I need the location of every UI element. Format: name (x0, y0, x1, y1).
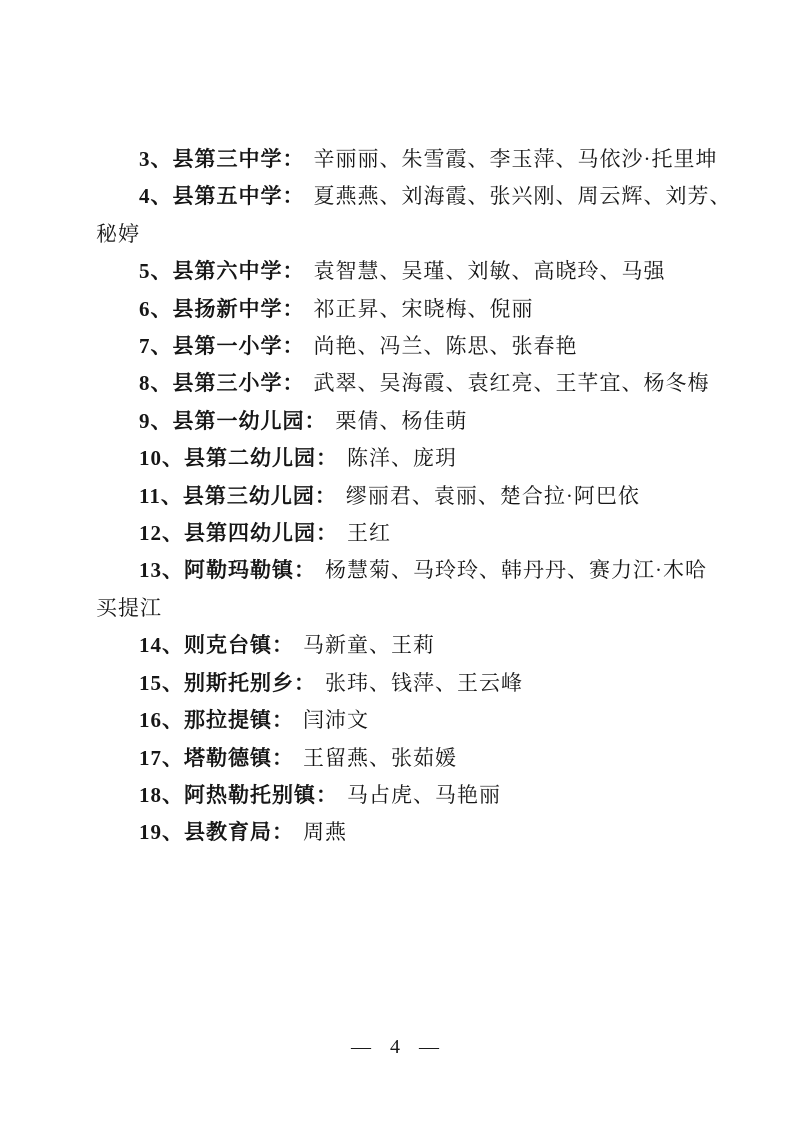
roster-entry (96, 291, 712, 328)
entry-names: 武翠、吴海霞、袁红亮、王芊宜、杨冬梅 (313, 371, 710, 396)
entry-label: 7、县第一小学： (139, 334, 305, 359)
entry-names: 缪丽君、袁丽、楚合拉·阿巴依 (345, 483, 640, 508)
entry-names: 尚艳、冯兰、陈思、张春艳 (313, 334, 578, 359)
entry-continuation: 买提江 (96, 595, 162, 620)
entry-label: 3、县第三中学： (139, 147, 305, 171)
page-number: — 4 — (351, 1036, 442, 1058)
entry-label: 12、县第四幼儿园： (139, 521, 338, 546)
entry-label: 11、县第三幼儿园： (139, 483, 337, 508)
entry-names: 马新童、王莉 (303, 633, 435, 658)
entry-label: 5、县第六中学： (139, 259, 305, 284)
roster-entry (96, 478, 712, 515)
entry-label: 17、塔勒德镇： (139, 745, 294, 770)
entry-names: 王留燕、张茹媛 (303, 745, 457, 770)
roster-entry (96, 665, 712, 702)
entry-names: 辛丽丽、朱雪霞、李玉萍、马依沙·托里坤 (313, 147, 718, 171)
entry-label: 18、阿热勒托别镇： (139, 782, 338, 807)
entry-names: 杨慧菊、马玲玲、韩丹丹、赛力江·木哈 (325, 558, 707, 583)
roster-entry (96, 814, 712, 851)
roster-entry (96, 702, 712, 739)
entry-label: 14、则克台镇： (139, 633, 294, 658)
entry-names: 夏燕燕、刘海霞、张兴刚、周云辉、刘芳、 (313, 184, 732, 209)
entry-label: 19、县教育局： (139, 820, 294, 845)
roster-entry (96, 552, 712, 589)
entry-names: 周燕 (303, 820, 347, 845)
entry-names: 闫沛文 (303, 708, 369, 733)
entry-label: 6、县扬新中学： (139, 296, 305, 321)
entry-names: 祁正昇、宋晓梅、倪丽 (313, 296, 534, 321)
entry-label: 13、阿勒玛勒镇： (139, 558, 316, 583)
entry-names: 栗倩、杨佳萌 (335, 408, 468, 433)
roster-list (96, 141, 732, 852)
roster-entry (96, 777, 712, 814)
entry-label: 9、县第一幼儿园： (139, 408, 327, 433)
page-footer (0, 1036, 793, 1059)
roster-entry (96, 403, 712, 440)
roster-entry (96, 740, 712, 777)
roster-entry (96, 328, 712, 365)
entry-continuation: 秘婷 (96, 221, 140, 246)
entry-label: 15、别斯托别乡： (139, 670, 316, 695)
roster-entry (96, 515, 712, 552)
roster-entry (96, 365, 712, 402)
entry-names: 袁智慧、吴瑾、刘敏、高晓玲、马强 (313, 259, 666, 284)
entry-label: 8、县第三小学： (139, 371, 305, 396)
roster-entry (96, 253, 712, 290)
entry-names: 王红 (347, 521, 391, 546)
roster-entry (96, 141, 718, 178)
roster-entry (96, 627, 712, 664)
roster-entry (96, 440, 712, 477)
entry-label: 4、县第五中学： (139, 184, 305, 209)
entry-names: 张玮、钱萍、王云峰 (325, 670, 523, 695)
entry-names: 陈洋、庞玥 (347, 446, 457, 471)
entry-label: 10、县第二幼儿园： (139, 446, 338, 471)
entry-names: 马占虎、马艳丽 (347, 782, 501, 807)
entry-label: 16、那拉提镇： (139, 708, 294, 733)
roster-entry (96, 178, 732, 215)
